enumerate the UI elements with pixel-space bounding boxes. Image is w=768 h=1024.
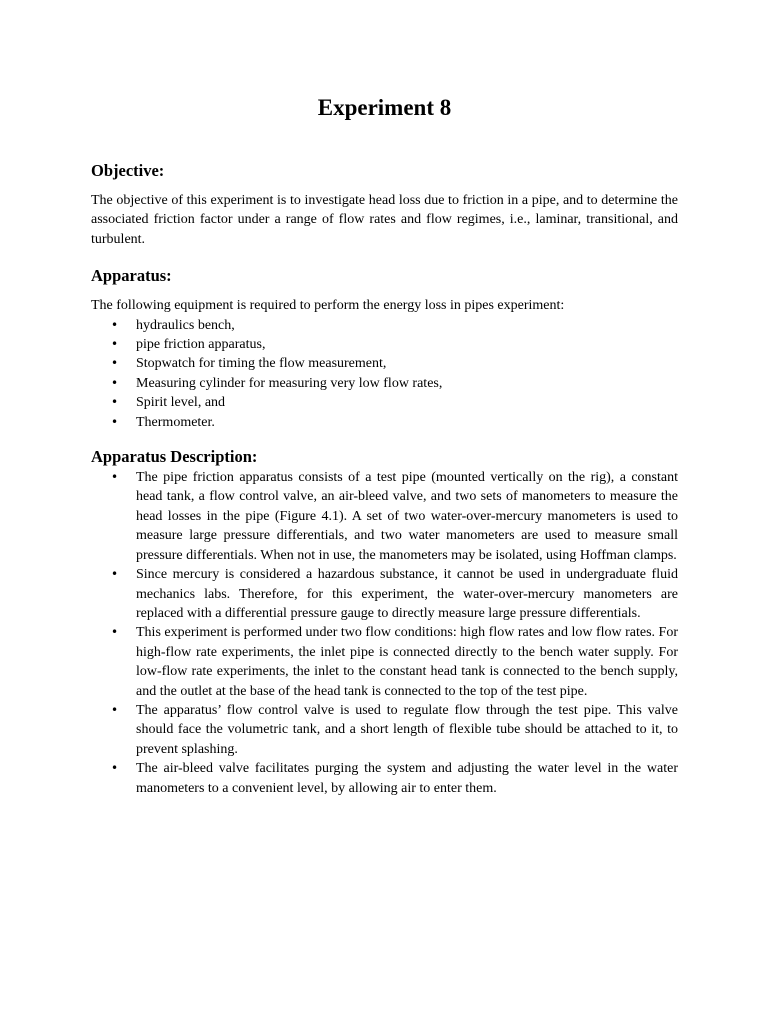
description-item: • The pipe friction apparatus consists of a test pipe (mounted vertically on the rig), a constant head tank, a flow control valve, an air-bleed valve, and two sets of manometers to measure the head losses in the pipe (Figure 4.1). A set of two water-over-mercury manometers is used to measure large pressure differentials, and two water manometers are used to measure small pressure differentials. When not in use, the manometers may be isolated, using Hoffman clamps. [91, 468, 678, 565]
equipment-item: • Stopwatch for timing the flow measurement, [91, 354, 678, 373]
objective-heading: Objective: [91, 161, 165, 180]
description-item: • The apparatus’ flow control valve is used to regulate flow through the test pipe. This valve should face the volumetric tank, and a short length of flexible tube should be attached to it, to prevent splashing. [91, 701, 678, 759]
description-list [91, 468, 678, 798]
equipment-item: • Thermometer. [91, 413, 678, 432]
apparatus-intro: The following equipment is required to perform the energy loss in pipes experiment: [91, 298, 565, 314]
description-section [91, 446, 678, 798]
apparatus-heading: Apparatus: [91, 266, 172, 286]
objective-section [91, 160, 678, 249]
apparatus-section [91, 265, 678, 432]
equipment-item: • Measuring cylinder for measuring very low flow rates, [91, 374, 678, 393]
equipment-item: • hydraulics bench, [91, 316, 678, 335]
equipment-list [91, 316, 678, 432]
page-title: Experiment 8 [317, 95, 452, 120]
equipment-item: • pipe friction apparatus, [91, 335, 678, 354]
description-item: • The air-bleed valve facilitates purging the system and adjusting the water level in the water manometers to a convenient level, by allowing air to enter them. [91, 759, 678, 798]
objective-text: The objective of this experiment is to investigate head loss due to friction in a pipe, and to determine the associated friction factor under a range of flow rates and flow regimes, i.e., laminar, transitional, and turbulent. [91, 193, 678, 247]
description-item: • This experiment is performed under two flow conditions: high flow rates and low flow rates. For high-flow rate experiments, the inlet pipe is connected directly to the bench water supply. For low-flow rate experiments, the inlet to the constant head tank is connected to the bench supply, and the outlet at the base of the head tank is connected to the top of the test pipe. [91, 623, 678, 701]
equipment-item: • Spirit level, and [91, 393, 678, 412]
description-item: • Since mercury is considered a hazardous substance, it cannot be used in undergraduate fluid mechanics labs. Therefore, for this experiment, the water-over-mercury manometers are replaced with a differential pressure gauge to directly measure large pressure differentials. [91, 565, 678, 623]
description-heading: Apparatus Description: [91, 447, 258, 467]
